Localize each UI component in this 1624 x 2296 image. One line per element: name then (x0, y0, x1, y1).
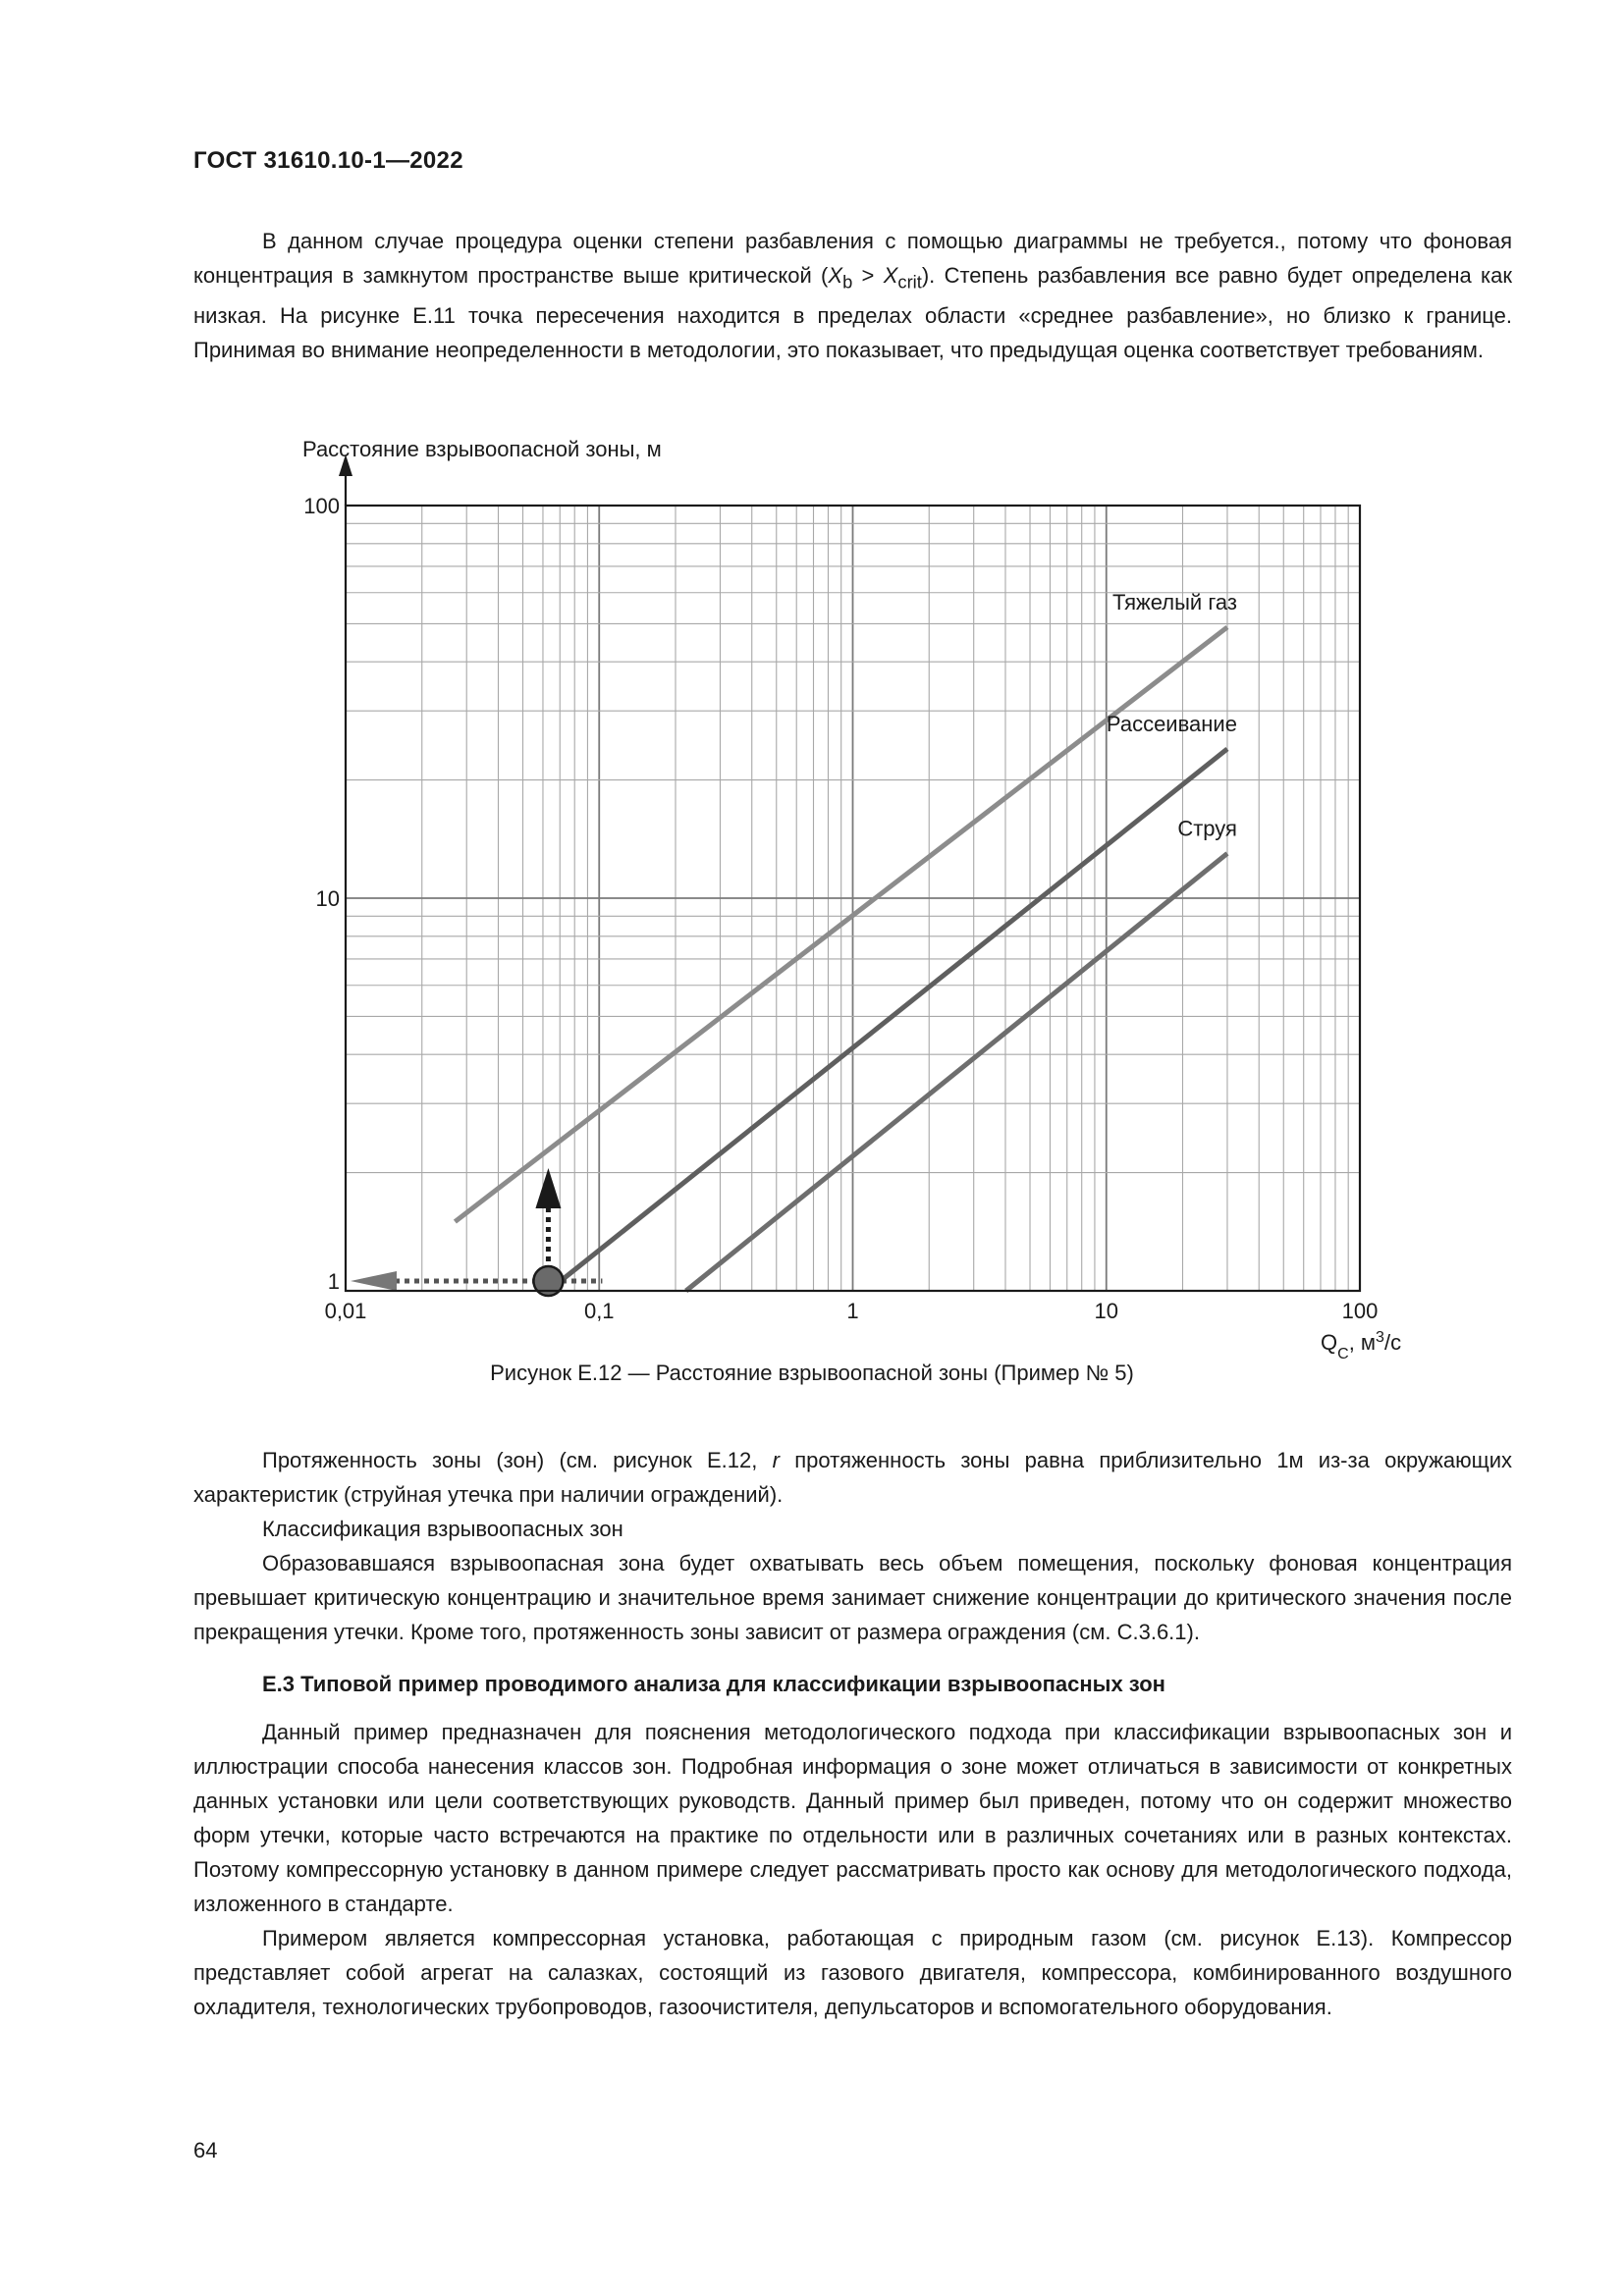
intro-text-part: ). Степень разбавления все равно будет определена как низкая. На рисунке Е.11 точка пересечения находится в пределах области «среднее разбавление», но близко к границе. Принимая во внимание неопределенности в методологии, это показывает, что предыдущая оценка соответствует требованиям. (193, 263, 1512, 363)
body-text (193, 1443, 1512, 1649)
var-r: r (772, 1448, 780, 1472)
series-label: Струя (1177, 816, 1237, 841)
x-label-tail: /с (1383, 1330, 1402, 1355)
x-label-unit: , м (1348, 1330, 1377, 1355)
gt-sign: > (852, 263, 884, 288)
x-tick-label: 0,01 (324, 1299, 367, 1323)
section-paragraph-2: Примером является компрессорная установка, работающая с природным газом (см. рисунок Е.13). Компрессор представляет собой агрегат на салазках, состоящий из газового двигателя, компрессора, комбинированного воздушного охладителя, технологических трубопроводов, газоочистителя, депульсаторов и вспомогательного оборудования. (193, 1926, 1512, 2019)
y-tick-label: 100 (303, 494, 340, 518)
sub-crit: crit (897, 271, 922, 293)
up-arrow-head (535, 1168, 561, 1208)
x-tick-label: 10 (1094, 1299, 1118, 1323)
x-label-q: Q (1321, 1330, 1338, 1355)
sub-b: b (842, 271, 853, 293)
series-label: Рассеивание (1106, 711, 1237, 736)
section-paragraph-1: Данный пример предназначен для пояснения методологического подхода при классификации взрывоопасных зон и иллюстрации способа нанесения классов зон. Подробная информация о зоне может отличаться в зависимости от конкретных данных установки или цели соответствующих руководств. Данный пример был приведен, потому что он содержит множество форм утечки, которые часто встречаются на практике по отдельности или в различных сочетаниях или в разных контекстах. Поэтому компрессорную установку в данном примере следует рассматривать просто как основу для методологического подхода, изложенного в стандарте. (193, 1720, 1512, 1916)
x-tick-label: 1 (846, 1299, 859, 1323)
left-arrow-head (351, 1271, 397, 1291)
series-line (548, 749, 1227, 1291)
intro-text-part: В данном случае процедура оценки степени разбавления с помощью диаграммы не требуется., потому что фоновая концентрация в замкнутом пространстве выше критической ( (193, 229, 1512, 288)
distance-chart (0, 422, 1624, 1364)
intro-text (193, 224, 1512, 367)
classification-subheading: Классификация взрывоопасных зон (262, 1517, 623, 1541)
zone-volume-paragraph: Образовавшаяся взрывоопасная зона будет охватывать весь объем помещения, поскольку фоновая концентрация превышает критическую концентрацию и значительное время занимает снижение концентрации до критического значения после прекращения утечки. Кроме того, протяженность зоны зависит от размера ограждения (см. С.3.6.1). (193, 1551, 1512, 1644)
var-x: X (883, 263, 898, 288)
figure-caption: Рисунок Е.12 — Расстояние взрывоопасной зоны (Пример № 5) (490, 1361, 1134, 1385)
y-tick-label: 10 (315, 886, 340, 911)
section-text (193, 1715, 1512, 2024)
document-header: ГОСТ 31610.10-1—2022 (193, 147, 463, 174)
section-heading: Е.3 Типовой пример проводимого анализа для классификации взрывоопасных зон (262, 1672, 1165, 1696)
body-text-part: Протяженность зоны (зон) (см. рисунок Е.12, (262, 1448, 773, 1472)
x-label-sub: C (1337, 1345, 1349, 1362)
x-axis-label (1321, 1329, 1401, 1362)
zone-extent-paragraph (193, 1443, 1512, 1512)
var-x: X (828, 263, 843, 288)
chart-series (351, 590, 1237, 1296)
x-label-sup: 3 (1376, 1328, 1384, 1346)
y-axis-label: Расстояние взрывоопасной зоны, м (302, 437, 662, 461)
x-tick-label: 100 (1341, 1299, 1379, 1323)
x-tick-label: 0,1 (583, 1299, 615, 1323)
chart-grid (346, 506, 1360, 1291)
series-label: Тяжелый газ (1111, 589, 1237, 614)
body-text-part: протяженность зоны равна приблизительно 1м из-за окружающих характеристик (струйная утечка при наличии ограждений). (193, 1448, 1512, 1507)
series-line (686, 853, 1227, 1291)
intro-paragraph (193, 224, 1512, 367)
y-tick-label: 1 (327, 1269, 340, 1294)
page-number: 64 (193, 2138, 218, 2163)
